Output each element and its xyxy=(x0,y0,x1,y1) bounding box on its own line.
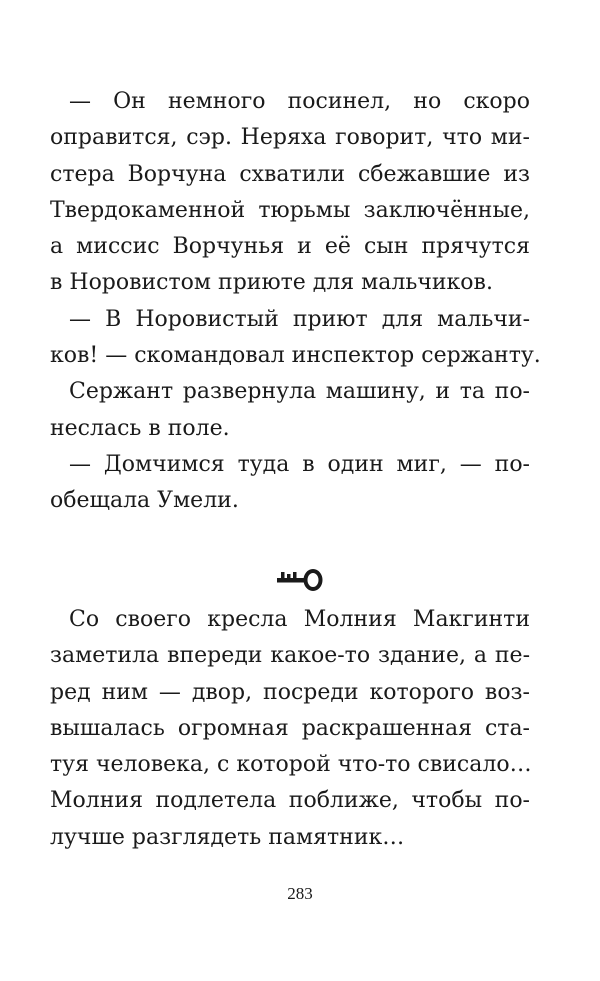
text-section-1 xyxy=(50,84,541,520)
paragraph-2 xyxy=(50,302,541,375)
paragraph-3 xyxy=(50,374,530,447)
section-divider xyxy=(0,566,600,594)
paragraph-1 xyxy=(50,84,530,302)
text-line: ков! — скомандовал инспектор сержанту. xyxy=(50,343,541,369)
text-line: стера Ворчуна схватили сбежавшие из xyxy=(50,161,530,187)
text-line: а миссис Ворчунья и её сын прячутся xyxy=(50,234,530,260)
paragraph-5 xyxy=(50,602,530,856)
text-line: оправится, сэр. Неряха говорит, что ми- xyxy=(50,125,530,151)
text-line: неслась в поле. xyxy=(50,415,230,441)
text-line: Со своего кресла Молния Макгинти xyxy=(69,607,530,632)
text-line: ред ним — двор, посреди которого воз- xyxy=(50,679,530,705)
page-number: 283 xyxy=(287,884,313,903)
paragraph-4 xyxy=(50,447,530,520)
text-line: Сержант развернула машину, и та по- xyxy=(69,379,530,405)
text-line: Молния подлетела поближе, чтобы по- xyxy=(50,788,530,814)
text-section-2 xyxy=(50,602,530,856)
text-line: — Домчимся туда в один миг, — по- xyxy=(69,451,530,477)
key-icon xyxy=(275,567,325,593)
text-line: Твердокаменной тюрьмы заключённые, xyxy=(50,197,530,223)
text-line: в Норовистом приюте для мальчиков. xyxy=(50,270,493,296)
text-line: обещала Умели. xyxy=(50,488,239,514)
text-line: — Он немного посинел, но скоро xyxy=(69,89,530,114)
text-line: заметила впереди какое-то здание, а пе- xyxy=(50,643,530,669)
text-line: — В Норовистый приют для мальчи- xyxy=(69,306,530,332)
text-line: лучше разглядеть памятник… xyxy=(50,824,405,850)
text-line: туя человека, с которой что-то свисало… xyxy=(50,752,532,778)
text-line: вышалась огромная раскрашенная ста- xyxy=(50,715,530,741)
